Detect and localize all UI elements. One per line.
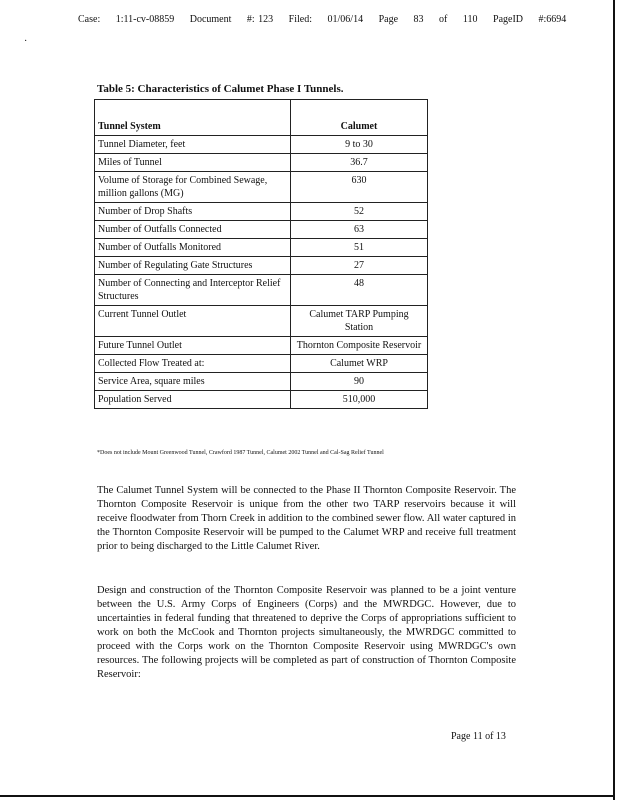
pageid-label: PageID xyxy=(493,14,524,25)
row-label: Volume of Storage for Combined Sewage, million gallons (MG) xyxy=(95,172,291,203)
row-label: Population Served xyxy=(95,391,291,409)
row-value: Thornton Composite Reservoir xyxy=(291,337,428,355)
table-row xyxy=(95,373,428,391)
col-header-calumet: Calumet xyxy=(291,100,428,136)
total-pages: 110 xyxy=(462,14,478,25)
row-label: Miles of Tunnel xyxy=(95,154,291,172)
row-label: Future Tunnel Outlet xyxy=(95,337,291,355)
document-number: #: 123 xyxy=(246,14,274,25)
page-footer-number: Page 11 of 13 xyxy=(451,731,506,742)
row-label: Number of Regulating Gate Structures xyxy=(95,257,291,275)
scan-speck: · xyxy=(24,36,28,47)
table-row xyxy=(95,337,428,355)
table-title: Table 5: Characteristics of Calumet Phase I Tunnels. xyxy=(97,83,344,95)
row-label: Number of Connecting and Interceptor Relief Structures xyxy=(95,275,291,306)
filed-date: 01/06/14 xyxy=(327,14,364,25)
row-value: Calumet WRP xyxy=(291,355,428,373)
col-header-system: Tunnel System xyxy=(95,100,291,136)
court-filing-header xyxy=(78,14,578,25)
table-row xyxy=(95,257,428,275)
row-value: Calumet TARP Pumping Station xyxy=(291,306,428,337)
tunnel-characteristics-table xyxy=(94,99,428,409)
case-number: 1:11-cv-08859 xyxy=(115,14,175,25)
row-label: Collected Flow Treated at: xyxy=(95,355,291,373)
filed-label: Filed: xyxy=(288,14,313,25)
pageid-number: #:6694 xyxy=(538,14,567,25)
row-value: 51 xyxy=(291,239,428,257)
page-label: Page xyxy=(378,14,399,25)
table-row xyxy=(95,306,428,337)
table-row xyxy=(95,239,428,257)
of-label: of xyxy=(439,14,448,25)
paragraph-thornton-reservoir: Design and construction of the Thornton Composite Reservoir was planned to be a joint venture between the U.S. Army Corps of Engineers (Corps) and the MWRDGC. However, due to uncertainties in federal funding that threatened to deprive the Corps of appropriations sufficient to work on both the McCook and Thornton projects simultaneously, the MWRDGC committed to proceed with the Corps work on the Thornton Composite Reservoir using MWRDGC's own resources. The following projects will be completed as part of construction of Thornton Composite Reservoir: xyxy=(97,585,516,680)
table-row xyxy=(95,355,428,373)
row-value: 90 xyxy=(291,373,428,391)
row-value: 48 xyxy=(291,275,428,306)
row-value: 510,000 xyxy=(291,391,428,409)
table-row xyxy=(95,203,428,221)
row-value: 52 xyxy=(291,203,428,221)
table-footnote: *Does not include Mount Greenwood Tunnel, Crawford 1987 Tunnel, Calumet 2002 Tunnel and Cal-Sag Relief Tunnel xyxy=(97,450,384,456)
row-value: 630 xyxy=(291,172,428,203)
table-row xyxy=(95,221,428,239)
document-label: Document xyxy=(189,14,232,25)
table-row xyxy=(95,136,428,154)
table-row xyxy=(95,275,428,306)
row-label: Tunnel Diameter, feet xyxy=(95,136,291,154)
row-label: Current Tunnel Outlet xyxy=(95,306,291,337)
row-label: Number of Outfalls Connected xyxy=(95,221,291,239)
row-label: Service Area, square miles xyxy=(95,373,291,391)
row-value: 9 to 30 xyxy=(291,136,428,154)
paragraph-calumet-tunnel: The Calumet Tunnel System will be connected to the Phase II Thornton Composite Reservoir. The Thornton Composite Reservoir is unique from the other two TARP reservoirs because it will receive floodwater from Thorn Creek in addition to the combined sewer flow. All water captured in the Thornton Composite Reservoir will be pumped to the Calumet WRP and receive full treatment prior to being discharged to the Little Calumet River. xyxy=(97,485,516,552)
row-value: 27 xyxy=(291,257,428,275)
table-row xyxy=(95,391,428,409)
page-number: 83 xyxy=(413,14,424,25)
table-row xyxy=(95,154,428,172)
row-value: 63 xyxy=(291,221,428,239)
row-label: Number of Drop Shafts xyxy=(95,203,291,221)
row-value: 36.7 xyxy=(291,154,428,172)
table-row xyxy=(95,172,428,203)
case-label: Case: xyxy=(78,14,101,25)
page-edge-right xyxy=(613,0,615,800)
page-edge-bottom xyxy=(0,795,615,797)
table-header-row xyxy=(95,100,428,136)
row-label: Number of Outfalls Monitored xyxy=(95,239,291,257)
